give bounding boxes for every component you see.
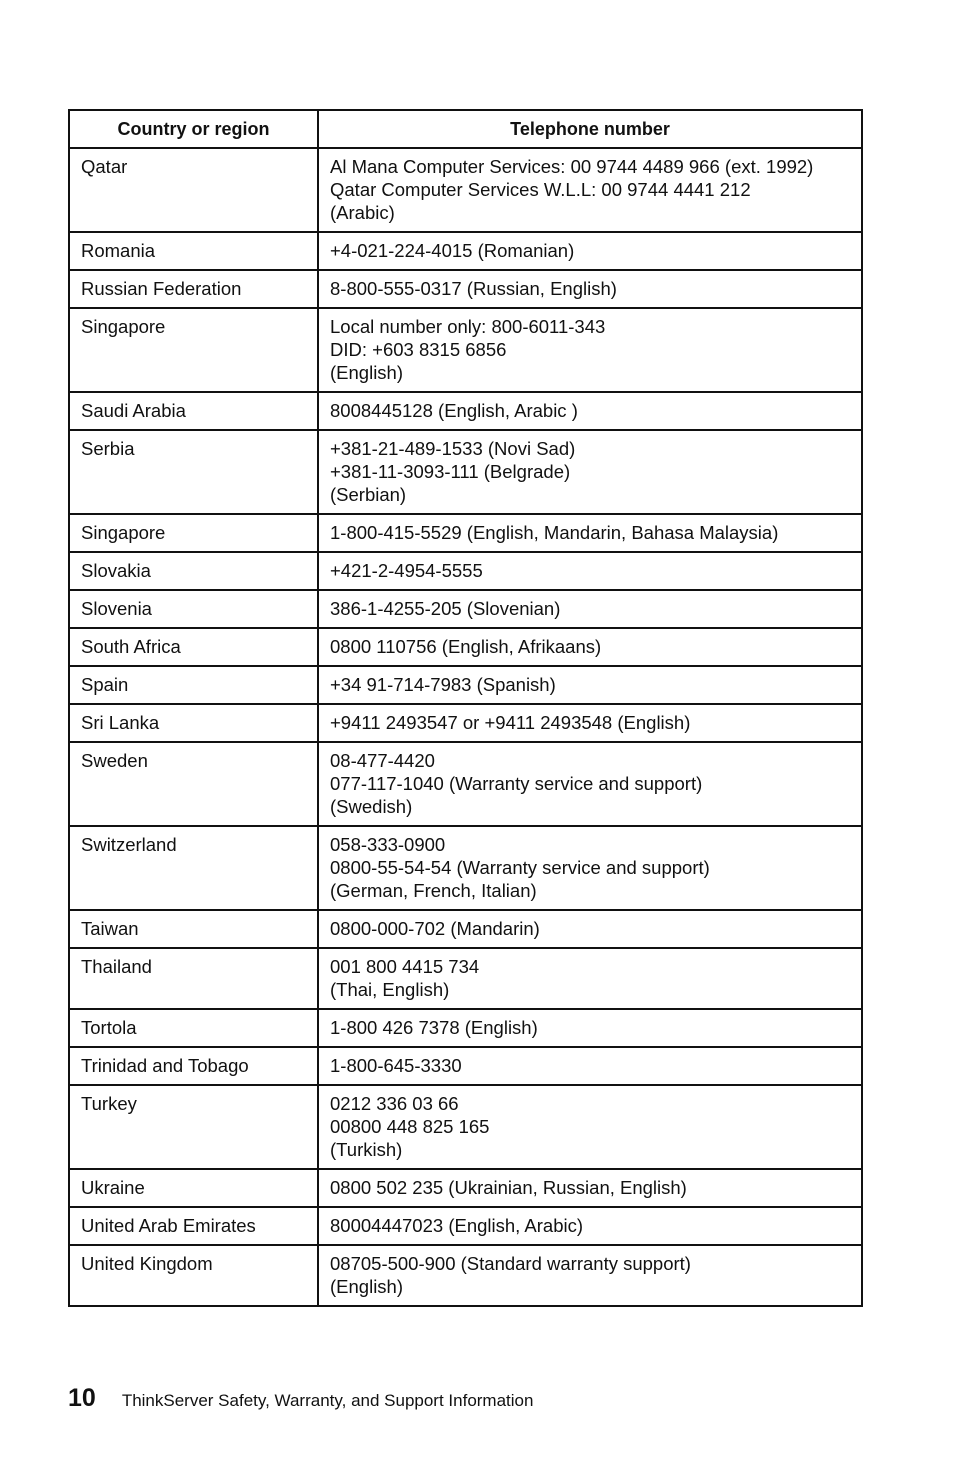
telephone-line: +9411 2493547 or +9411 2493548 (English): [330, 712, 691, 733]
table-row: [69, 1047, 862, 1085]
page-footer: [68, 1384, 533, 1413]
telephone-line: 0800-55-54-54 (Warranty service and support): [330, 857, 710, 878]
country-cell: Sweden: [69, 742, 318, 826]
telephone-cell: [318, 232, 862, 270]
table-row: [69, 1207, 862, 1245]
telephone-line: Al Mana Computer Services: 00 9744 4489 966 (ext. 1992): [330, 156, 814, 177]
telephone-line: (Thai, English): [330, 979, 450, 1000]
telephone-line: 08-477-4420: [330, 750, 435, 771]
telephone-cell: [318, 148, 862, 232]
country-cell: Sri Lanka: [69, 704, 318, 742]
telephone-line: (German, French, Italian): [330, 880, 537, 901]
telephone-line: 1-800 426 7378 (English): [330, 1017, 538, 1038]
table-row: [69, 666, 862, 704]
telephone-line: (English): [330, 362, 403, 383]
telephone-line: 1-800-415-5529 (English, Mandarin, Bahasa Malaysia): [330, 522, 779, 543]
country-cell: Switzerland: [69, 826, 318, 910]
telephone-line: (English): [330, 1276, 403, 1297]
telephone-line: DID: +603 8315 6856: [330, 339, 507, 360]
telephone-cell: [318, 910, 862, 948]
telephone-line: (Swedish): [330, 796, 413, 817]
telephone-cell: [318, 430, 862, 514]
telephone-line: 0800 110756 (English, Afrikaans): [330, 636, 602, 657]
table-row: [69, 590, 862, 628]
table-row: [69, 628, 862, 666]
header-row: [69, 110, 862, 148]
country-cell: Trinidad and Tobago: [69, 1047, 318, 1085]
table-row: [69, 826, 862, 910]
telephone-cell: [318, 514, 862, 552]
telephone-line: 80004447023 (English, Arabic): [330, 1215, 584, 1236]
telephone-line: 0800 502 235 (Ukrainian, Russian, English): [330, 1177, 687, 1198]
table-row: [69, 1085, 862, 1169]
telephone-cell: [318, 392, 862, 430]
table-row: [69, 232, 862, 270]
document-title: ThinkServer Safety, Warranty, and Support Information: [121, 1391, 534, 1410]
telephone-cell: [318, 628, 862, 666]
telephone-line: +34 91-714-7983 (Spanish): [330, 674, 556, 695]
telephone-line: 077-117-1040 (Warranty service and support): [330, 773, 703, 794]
country-cell: Romania: [69, 232, 318, 270]
table-row: [69, 742, 862, 826]
table-row: [69, 704, 862, 742]
country-cell: Singapore: [69, 514, 318, 552]
telephone-line: 08705-500-900 (Standard warranty support): [330, 1253, 691, 1274]
telephone-line: 058-333-0900: [330, 834, 446, 855]
telephone-cell: [318, 1009, 862, 1047]
country-cell: Singapore: [69, 308, 318, 392]
telephone-line: (Turkish): [330, 1139, 403, 1160]
table-row: [69, 1009, 862, 1047]
telephone-cell: [318, 826, 862, 910]
telephone-line: 386-1-4255-205 (Slovenian): [330, 598, 561, 619]
country-cell: United Kingdom: [69, 1245, 318, 1306]
column-header-telephone: Telephone number: [318, 110, 862, 148]
telephone-cell: [318, 308, 862, 392]
table-body: [69, 148, 862, 1306]
column-header-country: Country or region: [69, 110, 318, 148]
support-phone-table: [68, 109, 863, 1307]
telephone-line: 001 800 4415 734: [330, 956, 480, 977]
country-cell: Ukraine: [69, 1169, 318, 1207]
country-cell: Russian Federation: [69, 270, 318, 308]
telephone-line: 1-800-645-3330: [330, 1055, 462, 1076]
telephone-line: 0212 336 03 66: [330, 1093, 459, 1114]
table-row: [69, 910, 862, 948]
telephone-line: Qatar Computer Services W.L.L: 00 9744 4441 212: [330, 179, 751, 200]
telephone-line: 0800-000-702 (Mandarin): [330, 918, 540, 939]
telephone-line: Local number only: 800-6011-343: [330, 316, 606, 337]
telephone-cell: [318, 742, 862, 826]
country-cell: Qatar: [69, 148, 318, 232]
country-cell: Slovenia: [69, 590, 318, 628]
country-cell: Tortola: [69, 1009, 318, 1047]
country-cell: Taiwan: [69, 910, 318, 948]
telephone-line: (Arabic): [330, 202, 395, 223]
telephone-cell: [318, 666, 862, 704]
telephone-cell: [318, 1047, 862, 1085]
telephone-line: +421-2-4954-5555: [330, 560, 483, 581]
telephone-line: 00800 448 825 165: [330, 1116, 490, 1137]
telephone-cell: [318, 1207, 862, 1245]
table-row: [69, 514, 862, 552]
telephone-line: +381-21-489-1533 (Novi Sad): [330, 438, 576, 459]
table-row: [69, 552, 862, 590]
country-cell: Spain: [69, 666, 318, 704]
table-row: [69, 308, 862, 392]
telephone-cell: [318, 1245, 862, 1306]
telephone-line: +4-021-224-4015 (Romanian): [330, 240, 575, 261]
country-cell: Turkey: [69, 1085, 318, 1169]
telephone-line: +381-11-3093-111 (Belgrade): [330, 461, 571, 482]
telephone-line: (Serbian): [330, 484, 407, 505]
telephone-cell: [318, 948, 862, 1009]
telephone-cell: [318, 590, 862, 628]
table-header: [69, 110, 862, 148]
page-number: 10: [68, 1384, 96, 1412]
table-row: [69, 392, 862, 430]
table-row: [69, 148, 862, 232]
table-row: [69, 270, 862, 308]
table-row: [69, 948, 862, 1009]
country-cell: Thailand: [69, 948, 318, 1009]
country-cell: United Arab Emirates: [69, 1207, 318, 1245]
table-row: [69, 1245, 862, 1306]
telephone-line: 8008445128 (English, Arabic ): [330, 400, 578, 421]
telephone-cell: [318, 552, 862, 590]
telephone-cell: [318, 704, 862, 742]
telephone-cell: [318, 270, 862, 308]
telephone-cell: [318, 1169, 862, 1207]
table-row: [69, 430, 862, 514]
country-cell: Slovakia: [69, 552, 318, 590]
country-cell: South Africa: [69, 628, 318, 666]
country-cell: Saudi Arabia: [69, 392, 318, 430]
table-row: [69, 1169, 862, 1207]
telephone-line: 8-800-555-0317 (Russian, English): [330, 278, 617, 299]
country-cell: Serbia: [69, 430, 318, 514]
telephone-cell: [318, 1085, 862, 1169]
